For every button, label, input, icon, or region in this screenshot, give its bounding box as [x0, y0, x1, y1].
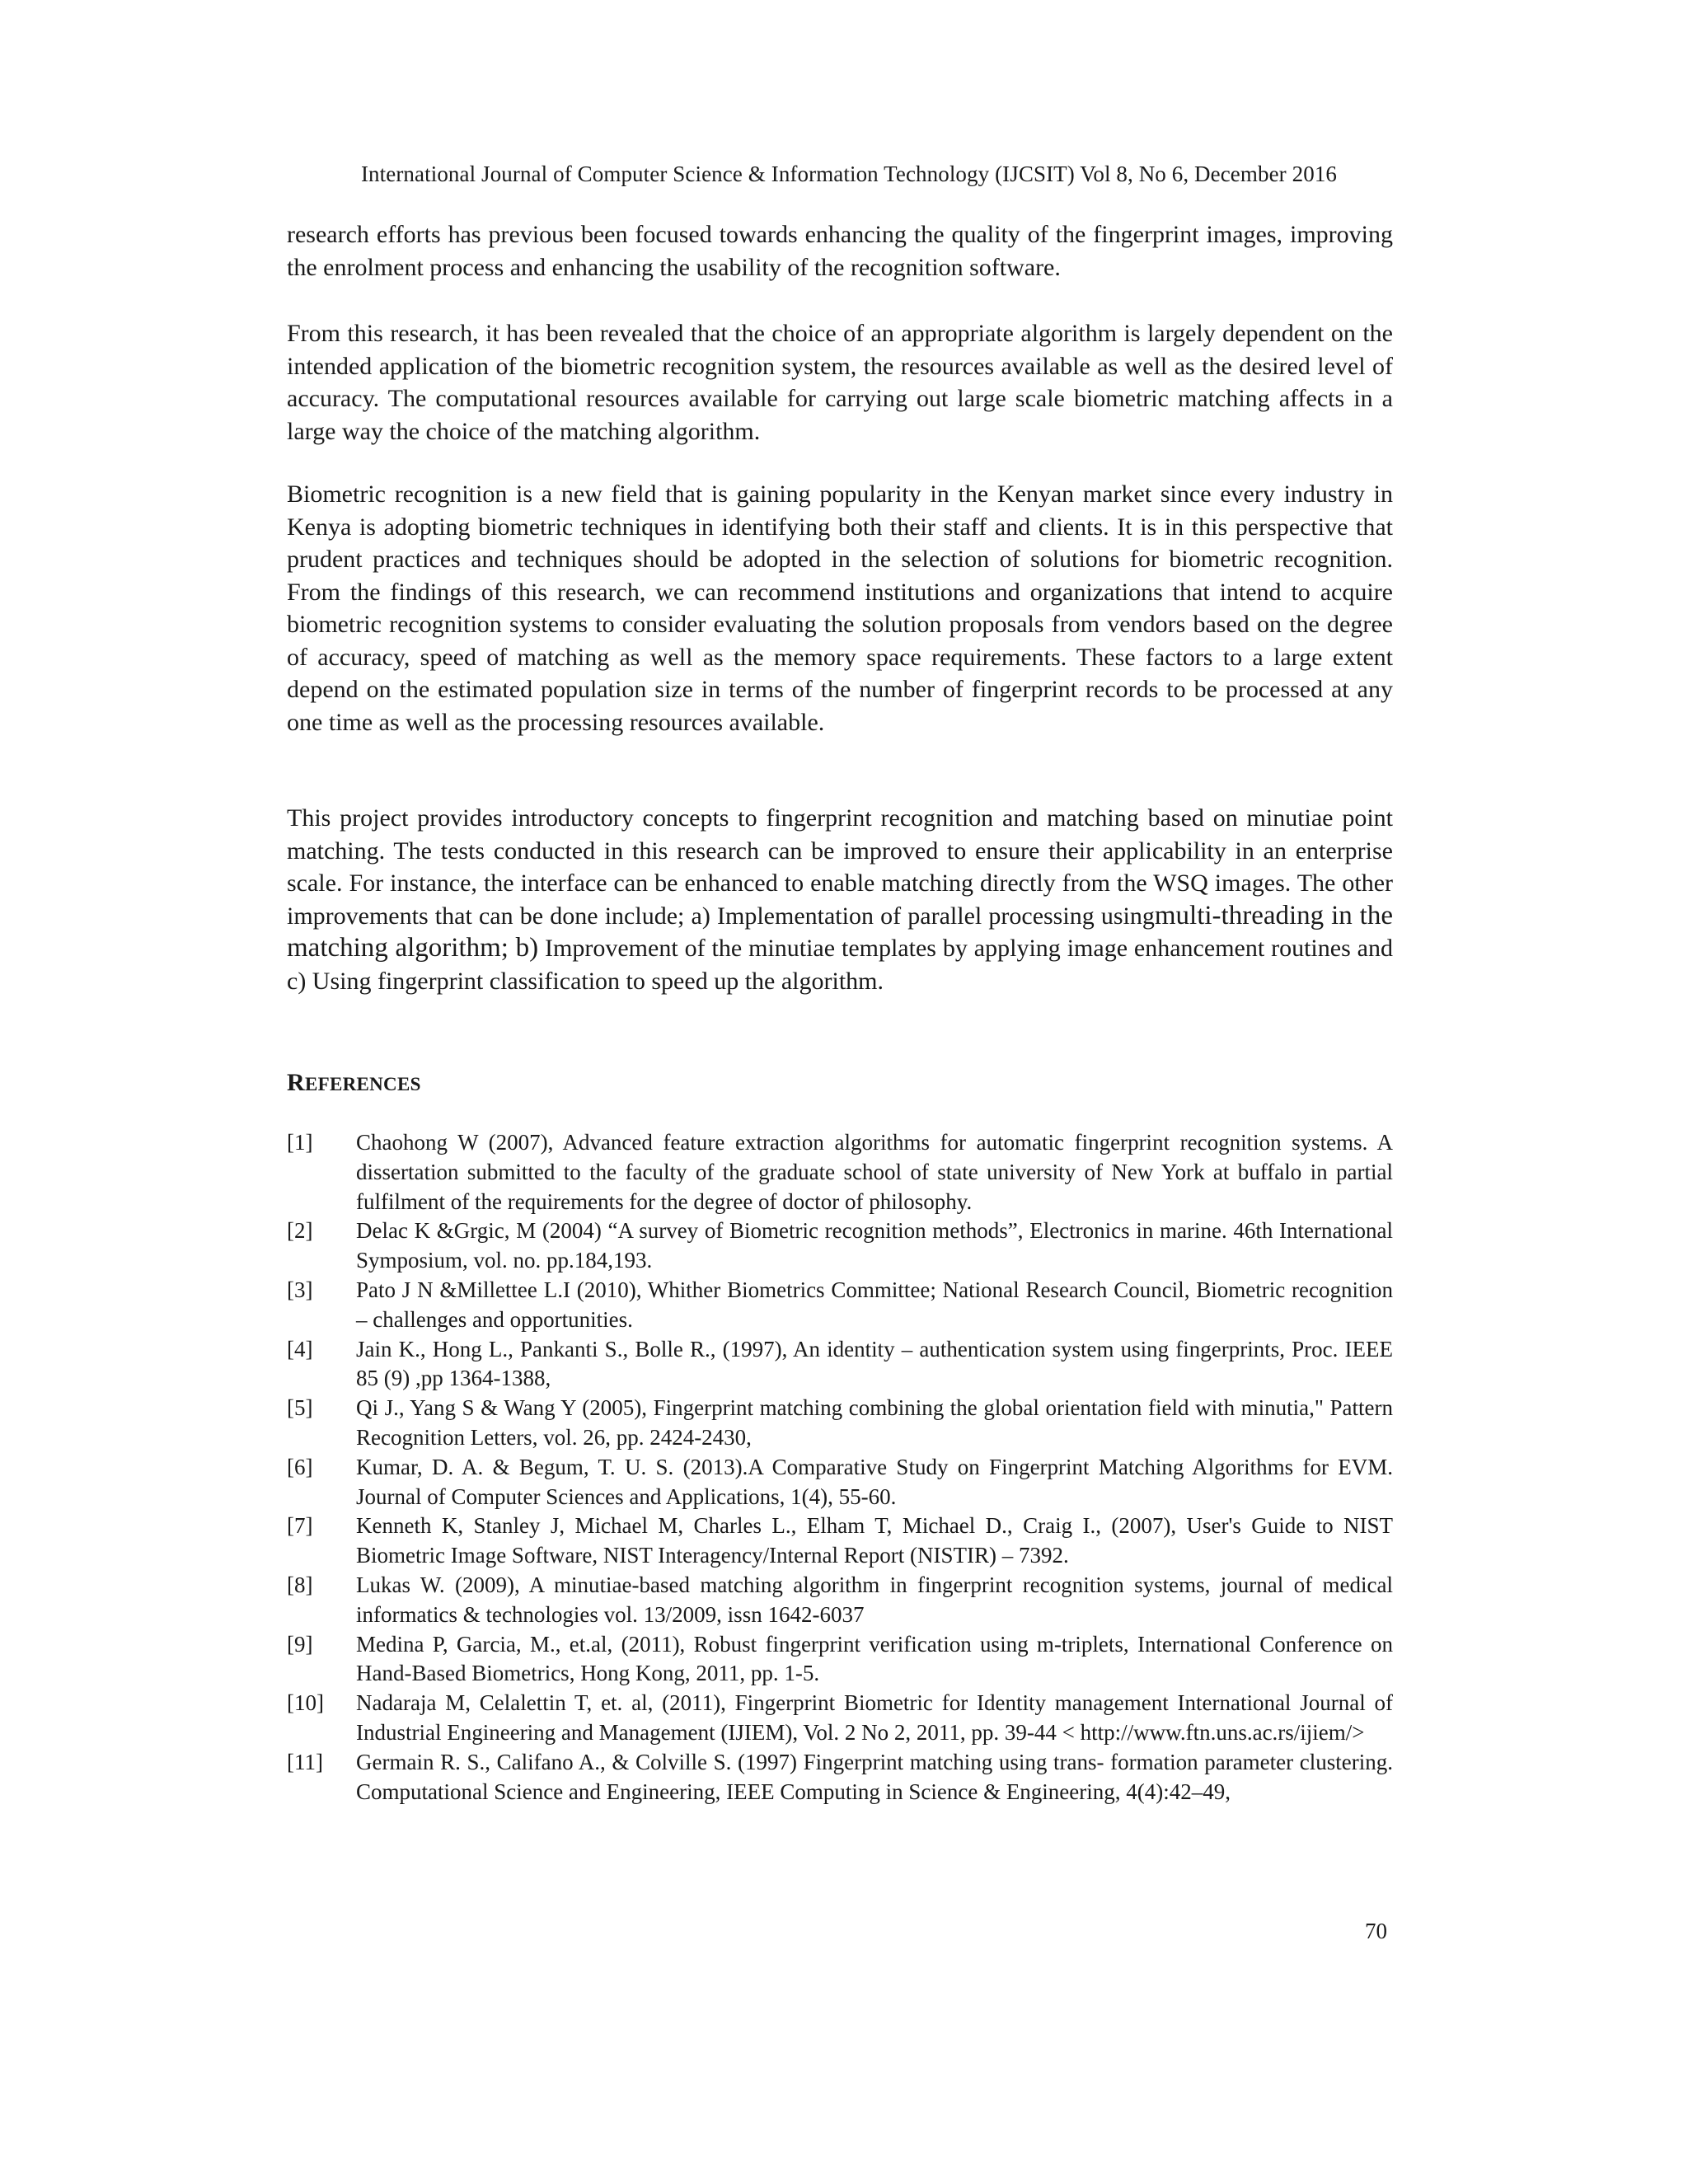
reference-text: Germain R. S., Califano A., & Colville S. (1997) Fingerprint matching using trans- formation parameter clustering. Computational Science and Engineering, IEEE Computing in Science & Engineering, 4(4):42–49, — [356, 1749, 1393, 1804]
reference-text: Qi J., Yang S & Wang Y (2005), Fingerprint matching combining the global orientation field with minutia," Pattern Recognition Letters, vol. 26, pp. 2424-2430, — [356, 1395, 1393, 1450]
para4-text-start: This project provides introductory concepts to fingerprint recognition and matching based on minutiae point matching. The tests conducted in this research can be improved to ensure their applicability in an enterprise scale. For instance, the interface can be enhanced to enable matching directly from the WSQ images. The other improvements that can be done include; a) Implementation of parallel processing using — [287, 804, 1393, 930]
reference-item — [287, 1511, 1393, 1571]
references-heading — [287, 1069, 421, 1097]
reference-text: Lukas W. (2009), A minutiae-based matching algorithm in fingerprint recognition systems, journal of medical informatics & technologies vol. 13/2009, issn 1642-6037 — [356, 1572, 1393, 1627]
body-paragraph-1: research efforts has previous been focused towards enhancing the quality of the fingerprint images, improving the enrolment process and enhancing the usability of the recognition software. — [287, 221, 1393, 281]
running-title: International Journal of Computer Science & Information Technology (IJCSIT) Vol 8, No 6, December 2016 — [360, 162, 1338, 186]
reference-number: [5] — [287, 1395, 313, 1421]
para4-text-larger: multi-threading in the matching algorithm; b) — [287, 900, 1393, 963]
reference-text: Kenneth K, Stanley J, Michael M, Charles L., Elham T, Michael D., Craig I., (2007), User's Guide to NIST Biometric Image Software, NIST Interagency/Internal Report (NISTIR) – 7392. — [356, 1513, 1393, 1568]
reference-list — [287, 1128, 1393, 1807]
reference-item — [287, 1689, 1393, 1748]
reference-item — [287, 1335, 1393, 1394]
reference-item — [287, 1453, 1393, 1512]
body-paragraph-4 — [287, 802, 1393, 997]
reference-text: Jain K., Hong L., Pankanti S., Bolle R., (1997), An identity – authentication system using fingerprints, Proc. IEEE 85 (9) ,pp 1364-1388, — [356, 1336, 1393, 1391]
reference-number: [2] — [287, 1218, 313, 1244]
reference-item — [287, 1630, 1393, 1690]
reference-text: Nadaraja M, Celalettin T, et. al, (2011), Fingerprint Biometric for Identity management International Journal of Industrial Engineering and Management (IJIEM), Vol. 2 No 2, 2011, pp. 39-44 < http://www.ftn.uns.ac.rs/ijiem/> — [356, 1690, 1393, 1745]
reference-number: [8] — [287, 1572, 313, 1597]
reference-number: [10] — [287, 1690, 324, 1716]
reference-text: Medina P, Garcia, M., et.al, (2011), Robust fingerprint verification using m-triplets, International Conference on Hand-Based Biometrics, Hong Kong, 2011, pp. 1-5. — [356, 1631, 1393, 1686]
page-number: 70 — [1365, 1919, 1387, 1943]
reference-item — [287, 1571, 1393, 1630]
body-paragraph-2: From this research, it has been revealed that the choice of an appropriate algorithm is largely dependent on the intended application of the biometric recognition system, the resources available as well as the desired level of accuracy. The computational resources available for carrying out large scale biometric matching affects in a large way the choice of the matching algorithm. — [287, 320, 1393, 445]
reference-number: [9] — [287, 1631, 313, 1657]
reference-number: [6] — [287, 1454, 313, 1479]
reference-item — [287, 1276, 1393, 1335]
reference-item — [287, 1216, 1393, 1276]
references-heading-initial: R — [287, 1069, 305, 1096]
reference-number: [3] — [287, 1277, 313, 1302]
reference-item — [287, 1394, 1393, 1453]
reference-number: [1] — [287, 1130, 313, 1155]
reference-item — [287, 1128, 1393, 1216]
reference-number: [11] — [287, 1749, 323, 1774]
reference-number: [7] — [287, 1513, 313, 1539]
reference-text: Kumar, D. A. & Begum, T. U. S. (2013).A Comparative Study on Fingerprint Matching Algorithms for EVM. Journal of Computer Sciences and Applications, 1(4), 55-60. — [356, 1454, 1393, 1509]
references-heading-rest: EFERENCES — [304, 1074, 421, 1094]
para4-text-end: Improvement of the minutiae templates by applying image enhancement routines and c) Using fingerprint classification to speed up the algorithm. — [287, 935, 1393, 995]
reference-text: Chaohong W (2007), Advanced feature extraction algorithms for automatic fingerprint recognition systems. A dissertation submitted to the faculty of the graduate school of state university of New York at buffalo in partial fulfilment of the requirements for the degree of doctor of philosophy. — [356, 1130, 1393, 1214]
running-header — [0, 162, 1688, 187]
reference-text: Pato J N &Millettee L.I (2010), Whither Biometrics Committee; National Research Council, Biometric recognition – challenges and opportunities. — [356, 1277, 1393, 1332]
body-paragraph-3: Biometric recognition is a new field that is gaining popularity in the Kenyan market since every industry in Kenya is adopting biometric techniques in identifying both their staff and clients. It is in this perspective that prudent practices and techniques should be adopted in the selection of solutions for biometric recognition. From the findings of this research, we can recommend institutions and organizations that intend to acquire biometric recognition systems to consider evaluating the solution proposals from vendors based on the degree of accuracy, speed of matching as well as the memory space requirements. These factors to a large extent depend on the estimated population size in terms of the number of fingerprint records to be processed at any one time as well as the processing resources available. — [287, 480, 1393, 736]
reference-item — [287, 1748, 1393, 1807]
reference-number: [4] — [287, 1336, 313, 1361]
reference-text: Delac K &Grgic, M (2004) “A survey of Biometric recognition methods”, Electronics in marine. 46th International Symposium, vol. no. pp.184,193. — [356, 1218, 1393, 1273]
